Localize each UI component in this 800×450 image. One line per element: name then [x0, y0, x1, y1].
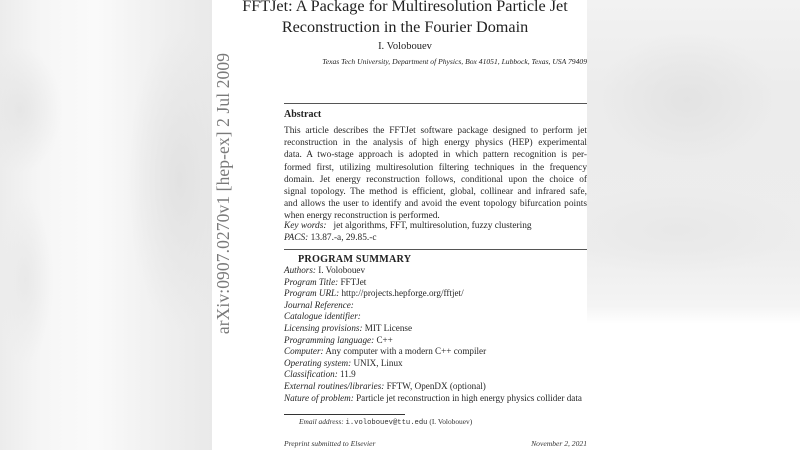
summary-row-authors: [284, 265, 582, 277]
keywords-label: Key words:: [284, 221, 327, 231]
summary-value: FFTW, OpenDX (optional): [386, 380, 486, 391]
arxiv-stamp: [212, 52, 236, 334]
pacs-row: [284, 232, 532, 244]
email-owner: (I. Volobouev): [429, 417, 473, 426]
summary-value: I. Volobouev: [318, 265, 366, 275]
summary-value: MIT License: [364, 322, 412, 333]
summary-label: External routines/libraries:: [284, 380, 385, 391]
summary-label: Operating system:: [284, 357, 352, 368]
summary-row-program-title: [284, 277, 582, 289]
email-label: Email address:: [299, 417, 344, 426]
summary-value: Any computer with a modern C++ compiler: [325, 346, 487, 357]
abstract-line: domain. Jet energy reconstruction follows, conditional upon the choice of: [284, 174, 587, 185]
pacs-value: 13.87.-a, 29.85.-c: [310, 233, 377, 244]
summary-label: Classification:: [284, 369, 338, 380]
abstract-line: data. A two-stage approach is adopted in which pattern recognition is per-: [284, 150, 587, 161]
abstract-line: This article describes the FFTJet software package designed to perform jet: [284, 126, 587, 136]
summary-value: C++: [376, 334, 393, 345]
summary-row-programming-language: [284, 335, 582, 347]
summary-row-nature-of-problem: [284, 393, 582, 405]
summary-label: Program Title:: [284, 276, 339, 287]
abstract-text: [284, 125, 587, 223]
summary-row-operating-system: [284, 358, 582, 370]
summary-row-catalogue-identifier: [284, 311, 582, 323]
pacs-label: PACS:: [284, 233, 309, 244]
summary-row-licensing: [284, 323, 582, 335]
keywords-row: [284, 220, 532, 232]
footnote-rule: [284, 414, 405, 415]
summary-label: Programming language:: [284, 334, 375, 345]
abstract-bottom-rule: [284, 249, 587, 250]
summary-label: Journal Reference:: [284, 299, 354, 310]
abstract-line: when energy reconstruction is performed.: [284, 211, 440, 222]
abstract-line: reconstruction in the analysis of high energy physics (HEP) experimental: [284, 138, 587, 149]
author-name: I. Volobouev: [378, 41, 432, 52]
program-summary-list: [284, 265, 582, 404]
summary-label: Catalogue identifier:: [284, 311, 361, 322]
blurred-background-left: [0, 0, 212, 450]
title-line-1: FFTJet: A Package for Multiresolution Particle Jet: [242, 0, 568, 15]
email-address-link[interactable]: i.volobouev@ttu.edu: [345, 419, 428, 427]
summary-label: Computer:: [284, 346, 324, 357]
summary-label: Licensing provisions:: [284, 322, 363, 333]
program-summary-heading: PROGRAM SUMMARY: [298, 254, 412, 265]
abstract-line: and allows the user to identify and avoid the event topology bifurcation points: [284, 199, 587, 210]
abstract-top-rule: [284, 103, 587, 104]
abstract-heading: Abstract: [284, 109, 322, 120]
summary-row-classification: [284, 369, 582, 381]
footer-date: November 2, 2021: [531, 439, 587, 448]
summary-label: Program URL:: [284, 288, 340, 299]
summary-value: 11.9: [340, 369, 356, 380]
keywords-value: jet algorithms, FFT, multiresolution, fuzzy clustering: [333, 221, 532, 231]
summary-value: FFTJet: [340, 276, 367, 287]
blurred-background-right: [587, 0, 800, 450]
summary-row-computer: [284, 346, 582, 358]
program-url-link[interactable]: http://projects.hepforge.org/fftjet/: [341, 288, 464, 299]
summary-row-journal-reference: [284, 300, 582, 312]
arxiv-identifier: arXiv:0907.0270v1 [hep-ex] 2 Jul 2009: [213, 52, 234, 334]
author-affiliation: Texas Tech University, Department of Physics, Box 41051, Lubbock, Texas, USA 79409: [322, 57, 587, 66]
paper-title: [240, 0, 570, 38]
preprint-notice: Preprint submitted to Elsevier: [284, 439, 376, 448]
abstract-line: signal topology. The method is efficient, global, collinear and infrared safe,: [284, 187, 587, 198]
summary-label: Authors:: [284, 265, 316, 275]
keywords-block: [284, 220, 532, 244]
abstract-line: formed first, utilizing multiresolution filtering techniques in the frequency: [284, 162, 587, 173]
title-line-2: Reconstruction in the Fourier Domain: [281, 18, 529, 36]
summary-row-program-url: [284, 288, 582, 300]
summary-value: UNIX, Linux: [353, 357, 403, 368]
summary-label: Nature of problem:: [284, 392, 354, 403]
footnote-email: [299, 417, 472, 427]
summary-value: Particle jet reconstruction in high energy physics collider data: [356, 392, 582, 403]
summary-row-external-routines: [284, 381, 582, 393]
